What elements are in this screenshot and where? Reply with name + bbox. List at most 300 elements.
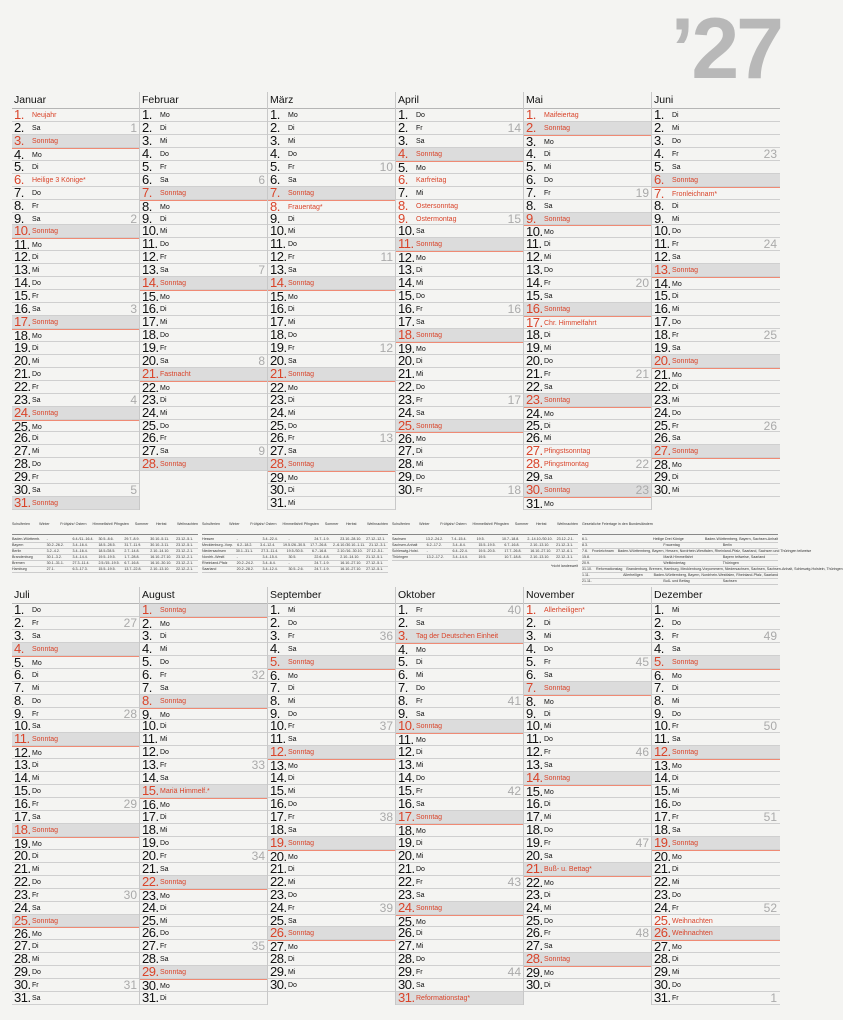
day-row[interactable] bbox=[140, 145, 268, 161]
day-row[interactable] bbox=[652, 705, 780, 721]
day-row[interactable] bbox=[524, 264, 652, 277]
day-row[interactable] bbox=[140, 200, 268, 213]
day-row[interactable] bbox=[12, 404, 140, 420]
day-row[interactable] bbox=[268, 614, 396, 630]
day-row[interactable] bbox=[12, 238, 140, 251]
day-row[interactable] bbox=[396, 824, 524, 837]
day-row[interactable] bbox=[396, 378, 524, 394]
day-row[interactable] bbox=[524, 326, 652, 342]
day-row[interactable] bbox=[140, 417, 268, 433]
day-row[interactable] bbox=[12, 627, 140, 643]
day-row[interactable] bbox=[652, 378, 780, 394]
day-row[interactable] bbox=[140, 927, 268, 940]
day-row[interactable] bbox=[524, 821, 652, 837]
day-row[interactable] bbox=[524, 798, 652, 811]
day-row[interactable] bbox=[12, 277, 140, 290]
day-row[interactable] bbox=[652, 290, 780, 303]
day-row[interactable] bbox=[396, 484, 524, 497]
day-row[interactable] bbox=[140, 847, 268, 863]
day-row[interactable] bbox=[140, 109, 268, 122]
day-row[interactable] bbox=[396, 653, 524, 669]
day-row[interactable] bbox=[652, 484, 780, 497]
day-row[interactable] bbox=[396, 445, 524, 458]
day-row[interactable] bbox=[268, 251, 396, 264]
day-row[interactable] bbox=[396, 210, 524, 226]
day-row[interactable] bbox=[268, 953, 396, 966]
day-row[interactable] bbox=[396, 979, 524, 992]
day-row[interactable] bbox=[652, 927, 780, 940]
day-row[interactable] bbox=[652, 627, 780, 643]
day-row[interactable] bbox=[524, 759, 652, 772]
day-row[interactable] bbox=[140, 391, 268, 407]
day-row[interactable] bbox=[268, 497, 396, 510]
day-row[interactable] bbox=[524, 251, 652, 264]
day-row[interactable] bbox=[140, 772, 268, 785]
day-row[interactable] bbox=[524, 303, 652, 316]
day-row[interactable] bbox=[268, 627, 396, 643]
day-row[interactable] bbox=[524, 171, 652, 187]
day-row[interactable] bbox=[524, 365, 652, 381]
day-row[interactable] bbox=[12, 966, 140, 979]
day-row[interactable] bbox=[524, 746, 652, 759]
day-row[interactable] bbox=[12, 837, 140, 850]
day-row[interactable] bbox=[652, 720, 780, 733]
day-row[interactable] bbox=[140, 158, 268, 174]
day-row[interactable] bbox=[396, 692, 524, 708]
day-row[interactable] bbox=[12, 184, 140, 200]
day-row[interactable] bbox=[396, 238, 524, 251]
day-row[interactable] bbox=[268, 705, 396, 721]
day-row[interactable] bbox=[524, 627, 652, 643]
day-row[interactable] bbox=[652, 966, 780, 979]
day-row[interactable] bbox=[396, 458, 524, 471]
day-row[interactable] bbox=[12, 264, 140, 277]
day-row[interactable] bbox=[652, 669, 780, 682]
day-row[interactable] bbox=[140, 339, 268, 355]
day-row[interactable] bbox=[12, 290, 140, 303]
day-row[interactable] bbox=[12, 759, 140, 772]
day-row[interactable] bbox=[140, 992, 268, 1005]
day-row[interactable] bbox=[652, 316, 780, 329]
day-row[interactable] bbox=[140, 604, 268, 617]
day-row[interactable] bbox=[524, 135, 652, 148]
day-row[interactable] bbox=[524, 785, 652, 798]
day-row[interactable] bbox=[268, 821, 396, 837]
day-row[interactable] bbox=[12, 148, 140, 161]
day-row[interactable] bbox=[652, 653, 780, 669]
day-row[interactable] bbox=[12, 365, 140, 381]
day-row[interactable] bbox=[268, 640, 396, 656]
day-row[interactable] bbox=[12, 225, 140, 238]
day-row[interactable] bbox=[652, 471, 780, 484]
day-row[interactable] bbox=[396, 966, 524, 979]
day-row[interactable] bbox=[524, 886, 652, 902]
day-row[interactable] bbox=[396, 432, 524, 445]
day-row[interactable] bbox=[524, 417, 652, 433]
day-row[interactable] bbox=[12, 458, 140, 471]
day-row[interactable] bbox=[524, 860, 652, 876]
day-row[interactable] bbox=[140, 692, 268, 708]
day-row[interactable] bbox=[396, 811, 524, 824]
day-row[interactable] bbox=[268, 850, 396, 863]
day-row[interactable] bbox=[140, 834, 268, 850]
day-row[interactable] bbox=[396, 132, 524, 148]
day-row[interactable] bbox=[396, 679, 524, 695]
day-row[interactable] bbox=[396, 264, 524, 277]
day-row[interactable] bbox=[524, 497, 652, 510]
day-row[interactable] bbox=[268, 772, 396, 785]
day-row[interactable] bbox=[268, 899, 396, 915]
day-row[interactable] bbox=[268, 798, 396, 811]
day-row[interactable] bbox=[268, 860, 396, 876]
day-row[interactable] bbox=[140, 899, 268, 915]
day-row[interactable] bbox=[268, 471, 396, 484]
day-row[interactable] bbox=[396, 365, 524, 381]
day-row[interactable] bbox=[396, 352, 524, 368]
day-row[interactable] bbox=[12, 303, 140, 316]
day-row[interactable] bbox=[524, 720, 652, 733]
day-row[interactable] bbox=[652, 404, 780, 420]
day-row[interactable] bbox=[396, 992, 524, 1005]
day-row[interactable] bbox=[12, 640, 140, 656]
day-row[interactable] bbox=[268, 834, 396, 850]
day-row[interactable] bbox=[652, 979, 780, 992]
day-row[interactable] bbox=[652, 733, 780, 746]
day-row[interactable] bbox=[524, 640, 652, 656]
day-row[interactable] bbox=[268, 365, 396, 381]
day-row[interactable] bbox=[140, 759, 268, 772]
day-row[interactable] bbox=[396, 614, 524, 630]
day-row[interactable] bbox=[396, 119, 524, 135]
day-row[interactable] bbox=[652, 368, 780, 381]
day-row[interactable] bbox=[652, 187, 780, 200]
day-row[interactable] bbox=[12, 158, 140, 174]
day-row[interactable] bbox=[140, 821, 268, 837]
day-row[interactable] bbox=[140, 720, 268, 733]
day-row[interactable] bbox=[12, 656, 140, 669]
day-row[interactable] bbox=[268, 290, 396, 303]
day-row[interactable] bbox=[268, 811, 396, 824]
day-row[interactable] bbox=[396, 899, 524, 915]
day-row[interactable] bbox=[396, 417, 524, 433]
day-row[interactable] bbox=[268, 210, 396, 226]
day-row[interactable] bbox=[140, 940, 268, 953]
day-row[interactable] bbox=[652, 850, 780, 863]
day-row[interactable] bbox=[524, 339, 652, 355]
day-row[interactable] bbox=[396, 604, 524, 617]
day-row[interactable] bbox=[12, 785, 140, 798]
day-row[interactable] bbox=[268, 669, 396, 682]
day-row[interactable] bbox=[268, 604, 396, 617]
day-row[interactable] bbox=[268, 785, 396, 798]
day-row[interactable] bbox=[268, 158, 396, 174]
day-row[interactable] bbox=[652, 339, 780, 355]
day-row[interactable] bbox=[652, 992, 780, 1005]
day-row[interactable] bbox=[12, 811, 140, 824]
day-row[interactable] bbox=[12, 992, 140, 1005]
day-row[interactable] bbox=[524, 927, 652, 940]
day-row[interactable] bbox=[12, 733, 140, 746]
day-row[interactable] bbox=[396, 772, 524, 785]
day-row[interactable] bbox=[524, 772, 652, 785]
day-row[interactable] bbox=[652, 746, 780, 759]
day-row[interactable] bbox=[652, 109, 780, 122]
day-row[interactable] bbox=[12, 746, 140, 759]
day-row[interactable] bbox=[140, 640, 268, 656]
day-row[interactable] bbox=[396, 627, 524, 643]
day-row[interactable] bbox=[652, 759, 780, 772]
day-row[interactable] bbox=[524, 604, 652, 617]
day-row[interactable] bbox=[524, 197, 652, 213]
day-row[interactable] bbox=[396, 746, 524, 759]
day-row[interactable] bbox=[652, 277, 780, 290]
day-row[interactable] bbox=[524, 484, 652, 497]
day-row[interactable] bbox=[268, 458, 396, 471]
day-row[interactable] bbox=[268, 171, 396, 187]
day-row[interactable] bbox=[396, 171, 524, 187]
day-row[interactable] bbox=[652, 352, 780, 368]
day-row[interactable] bbox=[268, 238, 396, 251]
day-row[interactable] bbox=[524, 458, 652, 471]
day-row[interactable] bbox=[12, 614, 140, 630]
day-row[interactable] bbox=[12, 821, 140, 837]
day-row[interactable] bbox=[268, 326, 396, 342]
day-row[interactable] bbox=[652, 811, 780, 824]
day-row[interactable] bbox=[652, 785, 780, 798]
day-row[interactable] bbox=[396, 720, 524, 733]
day-row[interactable] bbox=[268, 132, 396, 148]
day-row[interactable] bbox=[396, 145, 524, 161]
day-row[interactable] bbox=[268, 200, 396, 213]
day-row[interactable] bbox=[524, 899, 652, 915]
day-row[interactable] bbox=[12, 886, 140, 902]
day-row[interactable] bbox=[652, 210, 780, 226]
day-row[interactable] bbox=[396, 342, 524, 355]
day-row[interactable] bbox=[652, 679, 780, 695]
day-row[interactable] bbox=[140, 889, 268, 902]
day-row[interactable] bbox=[140, 184, 268, 200]
day-row[interactable] bbox=[396, 940, 524, 953]
day-row[interactable] bbox=[652, 614, 780, 630]
day-row[interactable] bbox=[12, 378, 140, 394]
day-row[interactable] bbox=[524, 145, 652, 161]
day-row[interactable] bbox=[140, 365, 268, 381]
day-row[interactable] bbox=[524, 290, 652, 303]
day-row[interactable] bbox=[524, 666, 652, 682]
day-row[interactable] bbox=[268, 927, 396, 940]
day-row[interactable] bbox=[12, 197, 140, 213]
day-row[interactable] bbox=[652, 798, 780, 811]
day-row[interactable] bbox=[140, 966, 268, 979]
day-row[interactable] bbox=[12, 912, 140, 928]
day-row[interactable] bbox=[12, 391, 140, 407]
day-row[interactable] bbox=[396, 915, 524, 928]
day-row[interactable] bbox=[140, 171, 268, 187]
day-row[interactable] bbox=[268, 109, 396, 122]
day-row[interactable] bbox=[396, 303, 524, 316]
day-row[interactable] bbox=[524, 432, 652, 445]
day-row[interactable] bbox=[396, 290, 524, 303]
day-row[interactable] bbox=[268, 391, 396, 407]
day-row[interactable] bbox=[12, 953, 140, 966]
day-row[interactable] bbox=[12, 251, 140, 264]
day-row[interactable] bbox=[652, 604, 780, 617]
day-row[interactable] bbox=[524, 834, 652, 850]
day-row[interactable] bbox=[524, 184, 652, 200]
day-row[interactable] bbox=[12, 692, 140, 708]
day-row[interactable] bbox=[396, 161, 524, 174]
day-row[interactable] bbox=[140, 432, 268, 445]
day-row[interactable] bbox=[140, 264, 268, 277]
day-row[interactable] bbox=[140, 210, 268, 226]
day-row[interactable] bbox=[12, 772, 140, 785]
day-row[interactable] bbox=[140, 445, 268, 458]
day-row[interactable] bbox=[524, 966, 652, 979]
day-row[interactable] bbox=[524, 733, 652, 746]
day-row[interactable] bbox=[268, 303, 396, 316]
day-row[interactable] bbox=[396, 391, 524, 407]
day-row[interactable] bbox=[12, 798, 140, 811]
day-row[interactable] bbox=[396, 471, 524, 484]
day-row[interactable] bbox=[524, 979, 652, 992]
day-row[interactable] bbox=[652, 432, 780, 445]
day-row[interactable] bbox=[12, 132, 140, 148]
day-row[interactable] bbox=[652, 899, 780, 915]
day-row[interactable] bbox=[524, 811, 652, 824]
day-row[interactable] bbox=[652, 264, 780, 277]
day-row[interactable] bbox=[12, 484, 140, 497]
day-row[interactable] bbox=[652, 873, 780, 889]
day-row[interactable] bbox=[140, 352, 268, 368]
day-row[interactable] bbox=[396, 873, 524, 889]
day-row[interactable] bbox=[268, 339, 396, 355]
day-row[interactable] bbox=[524, 225, 652, 238]
day-row[interactable] bbox=[268, 692, 396, 708]
day-row[interactable] bbox=[396, 927, 524, 940]
day-row[interactable] bbox=[140, 316, 268, 329]
day-row[interactable] bbox=[268, 733, 396, 746]
day-row[interactable] bbox=[652, 158, 780, 174]
day-row[interactable] bbox=[12, 339, 140, 355]
day-row[interactable] bbox=[12, 860, 140, 876]
day-row[interactable] bbox=[268, 417, 396, 433]
day-row[interactable] bbox=[652, 821, 780, 837]
day-row[interactable] bbox=[12, 497, 140, 510]
day-row[interactable] bbox=[652, 145, 780, 161]
day-row[interactable] bbox=[268, 119, 396, 135]
day-row[interactable] bbox=[268, 225, 396, 238]
day-row[interactable] bbox=[524, 614, 652, 630]
day-row[interactable] bbox=[12, 420, 140, 433]
day-row[interactable] bbox=[652, 225, 780, 238]
day-row[interactable] bbox=[140, 979, 268, 992]
day-row[interactable] bbox=[268, 445, 396, 458]
day-row[interactable] bbox=[524, 391, 652, 407]
day-row[interactable] bbox=[652, 171, 780, 187]
day-row[interactable] bbox=[140, 733, 268, 746]
day-row[interactable] bbox=[652, 860, 780, 876]
day-row[interactable] bbox=[396, 197, 524, 213]
day-row[interactable] bbox=[140, 860, 268, 876]
day-row[interactable] bbox=[396, 705, 524, 721]
day-row[interactable] bbox=[652, 640, 780, 656]
day-row[interactable] bbox=[524, 277, 652, 290]
day-row[interactable] bbox=[396, 666, 524, 682]
day-row[interactable] bbox=[12, 210, 140, 226]
day-row[interactable] bbox=[396, 326, 524, 342]
day-row[interactable] bbox=[268, 352, 396, 368]
day-row[interactable] bbox=[12, 316, 140, 329]
day-row[interactable] bbox=[140, 238, 268, 251]
day-row[interactable] bbox=[12, 432, 140, 445]
day-row[interactable] bbox=[652, 238, 780, 251]
day-row[interactable] bbox=[268, 653, 396, 669]
day-row[interactable] bbox=[396, 834, 524, 850]
day-row[interactable] bbox=[396, 277, 524, 290]
day-row[interactable] bbox=[140, 679, 268, 695]
day-row[interactable] bbox=[652, 692, 780, 708]
day-row[interactable] bbox=[652, 251, 780, 264]
day-row[interactable] bbox=[12, 119, 140, 135]
day-row[interactable] bbox=[12, 979, 140, 992]
day-row[interactable] bbox=[524, 953, 652, 966]
day-row[interactable] bbox=[12, 604, 140, 617]
day-row[interactable] bbox=[652, 953, 780, 966]
day-row[interactable] bbox=[268, 912, 396, 928]
day-row[interactable] bbox=[524, 238, 652, 251]
day-row[interactable] bbox=[396, 759, 524, 772]
day-row[interactable] bbox=[524, 876, 652, 889]
day-row[interactable] bbox=[268, 484, 396, 497]
day-row[interactable] bbox=[652, 886, 780, 902]
day-row[interactable] bbox=[12, 720, 140, 733]
day-row[interactable] bbox=[652, 391, 780, 407]
day-row[interactable] bbox=[396, 404, 524, 420]
day-row[interactable] bbox=[140, 381, 268, 394]
day-row[interactable] bbox=[268, 679, 396, 695]
day-row[interactable] bbox=[268, 759, 396, 772]
day-row[interactable] bbox=[268, 940, 396, 953]
day-row[interactable] bbox=[396, 798, 524, 811]
day-row[interactable] bbox=[268, 381, 396, 394]
day-row[interactable] bbox=[524, 119, 652, 135]
day-row[interactable] bbox=[524, 940, 652, 953]
day-row[interactable] bbox=[652, 326, 780, 342]
day-row[interactable] bbox=[12, 329, 140, 342]
day-row[interactable] bbox=[396, 184, 524, 200]
day-row[interactable] bbox=[396, 785, 524, 798]
day-row[interactable] bbox=[524, 912, 652, 928]
day-row[interactable] bbox=[524, 695, 652, 708]
day-row[interactable] bbox=[12, 927, 140, 940]
day-row[interactable] bbox=[524, 352, 652, 368]
day-row[interactable] bbox=[140, 627, 268, 643]
day-row[interactable] bbox=[268, 432, 396, 445]
day-row[interactable] bbox=[140, 785, 268, 798]
day-row[interactable] bbox=[140, 326, 268, 342]
day-row[interactable] bbox=[140, 708, 268, 721]
day-row[interactable] bbox=[524, 653, 652, 669]
day-row[interactable] bbox=[652, 303, 780, 316]
day-row[interactable] bbox=[652, 445, 780, 458]
day-row[interactable] bbox=[12, 899, 140, 915]
day-row[interactable] bbox=[140, 912, 268, 928]
day-row[interactable] bbox=[652, 912, 780, 928]
day-row[interactable] bbox=[12, 109, 140, 122]
day-row[interactable] bbox=[524, 109, 652, 122]
day-row[interactable] bbox=[268, 720, 396, 733]
day-row[interactable] bbox=[396, 225, 524, 238]
